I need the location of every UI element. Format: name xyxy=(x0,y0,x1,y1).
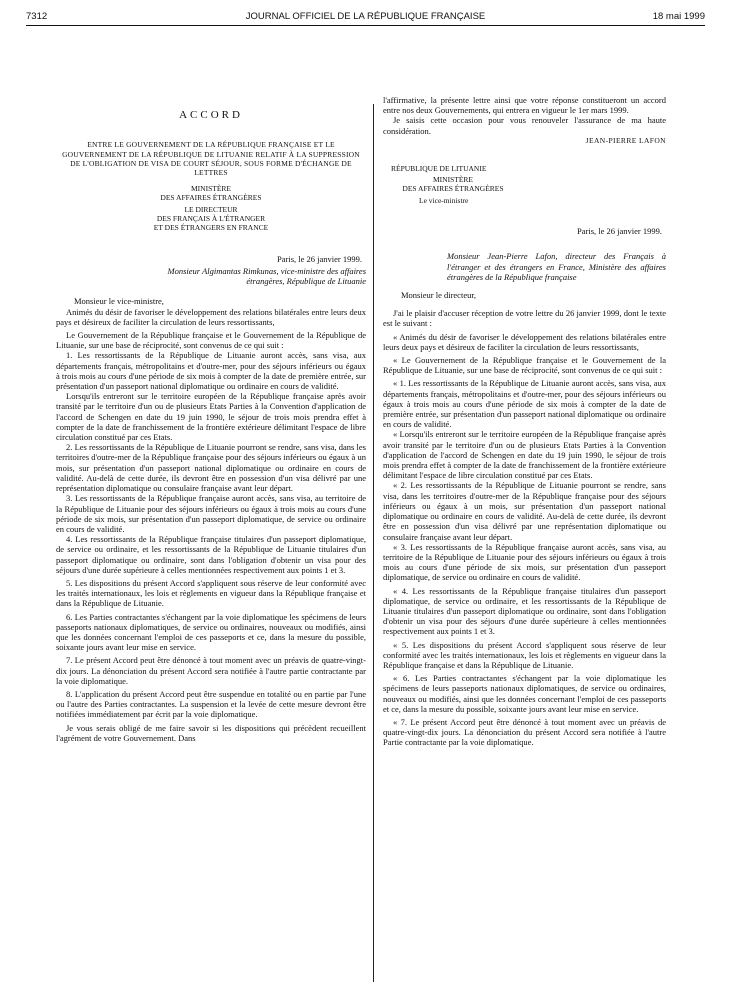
salutation: Monsieur le directeur, xyxy=(401,290,476,301)
page-header xyxy=(26,8,705,24)
addressee: Monsieur Algimantas Rimkunas, vice-ministre des affaires étrangères, République de Lituanie xyxy=(167,266,366,287)
director-line: ET DES ÉTRANGERS EN FRANCE xyxy=(153,222,269,232)
paragraph: 7. Le présent Accord peut être dénoncé à tout moment avec un préavis de quatre-vingt-dix jours. La dénonciation du présent Accord sera notifiée à l'autre partie contractante par la voie diplomatique. xyxy=(56,655,366,686)
paragraph: « Le Gouvernement de la République française et le Gouvernement de la République de Lituanie, sur une base de réciprocité, sont convenus de ce qui suit : xyxy=(383,355,666,376)
right-column xyxy=(383,95,666,748)
paragraph: « Animés du désir de favoriser le développement des relations bilatérales entre leurs deux pays et désireux de faciliter la circulation de leurs ressortissants, xyxy=(383,331,666,352)
paragraph: 8. L'application du présent Accord peut être suspendue en totalité ou en partie par l'une ou l'autre des Parties contractantes. La suspension et la levée de cette mesure devront être notifiées immédiatement par écrit par la voie diplomatique. xyxy=(56,688,366,720)
paragraph: 2. Les ressortissants de la République de Lituanie pourront se rendre, sans visa, dans les territoires d'outre-mer de la République française pour des séjours inférieurs ou égaux à un mois, sur présentation d'un passeport national diplomatique ou ordinaire en cours de validité. Au-delà de cette durée, ils devront être en possession d'un visa délivré par une représentation diplomatique ou consulaire française avant leur départ. xyxy=(56,442,366,494)
director-heading xyxy=(56,205,366,232)
paragraph: « 4. Les ressortissants de la République française titulaires d'un passeport diplomatique, de service ou ordinaire, et les ressortissants de la République de Lituanie titulaires d'un passeport diplomatique ou ordinaire, sont dans l'obligation d'obtenir un visa pour des séjours d'une durée supérieure à celles mentionnées respectivement aux points 1 et 3. xyxy=(383,585,666,637)
paragraph: 6. Les Parties contractantes s'échangent par la voie diplomatique les spécimens de leurs passeports nationaux diplomatiques, de service ou ordinaires, nouveaux ou modifiés, ainsi que les données concernant l'emploi de ces passeports et ce, dans la mesure du possible, soixante jours avant leur mise en service. xyxy=(56,611,366,653)
signature: JEAN-PIERRE LAFON xyxy=(585,135,666,145)
issue-date: 18 mai 1999 xyxy=(652,10,705,22)
vice-minister-heading: Le vice-ministre xyxy=(419,196,469,206)
paragraph: Lorsqu'ils entreront sur le territoire européen de la République française après avoir transité par le territoire d'un ou de plusieurs Etats Parties à la Convention d'application de l'accord de Schengen en date du 19 juin 1990, le séjour de trois mois prendra effet à compter de la date de franchissement de la frontière extérieure délimitant l'espace de libre circulation constitué par ces Etats. xyxy=(56,391,366,443)
accord-intro: ENTRE LE GOUVERNEMENT DE LA RÉPUBLIQUE FRANÇAISE ET LE GOUVERNEMENT DE LA RÉPUBLIQUE DE LITUANIE RELATIF À LA SUPPRESSION DE L'OBLIGATION DE VISA DE COURT SÉJOUR, SOUS FORME D'ÉCHANGE DE LETTRES xyxy=(62,140,360,178)
ministry-line: MINISTÈRE xyxy=(433,175,473,185)
letter-date: Paris, le 26 janvier 1999. xyxy=(277,253,362,264)
paragraph: « 5. Les dispositions du présent Accord s'appliquent sous réserve de leur conformité avec les traités internationaux, les lois et règlements en vigueur dans la République française et dans la République de Lituanie. xyxy=(383,639,666,670)
republic-heading: RÉPUBLIQUE DE LITUANIE xyxy=(391,164,487,174)
letter-date: Paris, le 26 janvier 1999. xyxy=(577,226,662,237)
paragraph: « Lorsqu'ils entreront sur le territoire européen de la République française après avoir transité par le territoire d'un ou de plusieurs Etats Parties à la Convention d'application de l'accord de Schengen en date du 19 juin 1990, le séjour de trois mois prendra effet à compter de la date de franchissement de la frontière extérieure délimitant l'espace de libre circulation constitué par ces Etats. xyxy=(383,429,666,481)
paragraph: « 2. Les ressortissants de la République de Lituanie pourront se rendre, sans visa, dans les territoires d'outre-mer de la République française pour des séjours inférieurs ou égaux à un mois, sur présentation d'un passeport national diplomatique ou ordinaire en cours de validité. Au-delà de cette durée, ils devront être en possession d'un visa délivré par une représentation diplomatique ou consulaire française avant leur départ. xyxy=(383,480,666,542)
addressee: Monsieur Jean-Pierre Lafon, directeur des Français à l'étranger et des étrangers en France, Ministère des affaires étrangères de la République française xyxy=(447,251,666,282)
paragraph: Animés du désir de favoriser le développement des relations bilatérales entre leurs deux pays et désireux de faciliter la circulation de leurs ressortissants, xyxy=(56,306,366,327)
paragraph: « 3. Les ressortissants de la République française auront accès, sans visa, au territoire de la République de Lituanie pour des séjours inférieurs ou égaux à trois mois au cours d'une période de six mois, sur présentation d'un passeport diplomatique, de service ou ordinaire en cours de validité. xyxy=(383,541,666,583)
paragraph: 4. Les ressortissants de la République française titulaires d'un passeport diplomatique, de service ou ordinaire, et les ressortissants de la République de Lituanie titulaires d'un passeport diplomatique ou ordinaire, sont dans l'obligation d'obtenir un visa pour des séjours d'une durée supérieure à celles mentionnées respectivement aux points 1 et 3. xyxy=(56,534,366,575)
paragraph: « 1. Les ressortissants de la République de Lituanie auront accès, sans visa, aux départements français, métropolitains et d'outre-mer, pour des séjours inférieurs ou égaux à trois mois au cours d'une période de six mois à compter de la date de première entrée, sur présentation d'un passeport national diplomatique ou ordinaire en cours de validité. xyxy=(383,378,666,430)
paragraph: 3. Les ressortissants de la République française auront accès, sans visa, au territoire de la République de Lituanie pour des séjours inférieurs ou égaux à trois mois au cours d'une période de six mois, sur présentation d'un passeport diplomatique, de service ou ordinaire en cours de validité. xyxy=(56,493,366,534)
ministry-line: DES AFFAIRES ÉTRANGÈRES xyxy=(160,192,262,202)
paragraph: « 7. Le présent Accord peut être dénoncé à tout moment avec un préavis de quatre-vingt-dix jours. La dénonciation du présent Accord sera notifiée à l'autre Partie contractante par la voie diplomatique. xyxy=(383,716,666,748)
paragraph: « 6. Les Parties contractantes s'échangent par la voie diplomatique les spécimens de leurs passeports nationaux diplomatiques, de service ou ordinaires, nouveaux ou modifiés, ainsi que les données concernant l'emploi de ces passeports et ce, dans la mesure du possible, soixante jours avant leur mise en service. xyxy=(383,673,666,714)
left-column xyxy=(56,104,366,743)
paragraph: l'affirmative, la présente lettre ainsi que votre réponse constitueront un accord entre nos deux Gouvernements, qui entrera en vigueur le 1er mars 1999. xyxy=(383,95,666,116)
closing: Je saisis cette occasion pour vous renouveler l'assurance de ma haute considération. xyxy=(383,115,666,136)
ministry-line: DES AFFAIRES ÉTRANGÈRES xyxy=(402,184,504,194)
paragraph: 1. Les ressortissants de la République de Lituanie auront accès, sans visa, aux départements français, métropolitains et d'outre-mer, pour des séjours inférieurs ou égaux à trois mois au cours d'une période de six mois à compter de la date de première entrée, sur présentation d'un passeport national diplomatique ou ordinaire en cours de validité. xyxy=(56,350,366,392)
paragraph: J'ai le plaisir d'accuser réception de votre lettre du 26 janvier 1999, dont le texte est le suivant : xyxy=(383,308,666,329)
ministry-heading xyxy=(56,184,366,202)
salutation: Monsieur le vice-ministre, xyxy=(74,296,164,307)
paragraph: 5. Les dispositions du présent Accord s'appliquent sous réserve de leur conformité avec les traités internationaux, les lois et règlements en vigueur dans la République française et dans la République de Lituanie. xyxy=(56,577,366,609)
ministry-line: MINISTÈRE xyxy=(191,183,231,193)
director-line: LE DIRECTEUR xyxy=(184,204,238,214)
accord-title: ACCORD xyxy=(179,109,243,121)
journal-title: JOURNAL OFFICIEL DE LA RÉPUBLIQUE FRANÇAISE xyxy=(245,10,486,22)
director-line: DES FRANÇAIS À L'ÉTRANGER xyxy=(156,213,266,223)
page-number: 7312 xyxy=(26,10,48,22)
ministry-heading xyxy=(383,175,523,193)
paragraph: Le Gouvernement de la République française et le Gouvernement de la République de Lituanie, sur une base de réciprocité, sont convenus de ce qui suit : xyxy=(56,330,366,351)
column-divider xyxy=(373,104,374,982)
paragraph: Je vous serais obligé de me faire savoir si les dispositions qui précèdent recueillent l'agrément de votre Gouvernement. Dans xyxy=(56,722,366,743)
header-rule xyxy=(26,25,705,26)
